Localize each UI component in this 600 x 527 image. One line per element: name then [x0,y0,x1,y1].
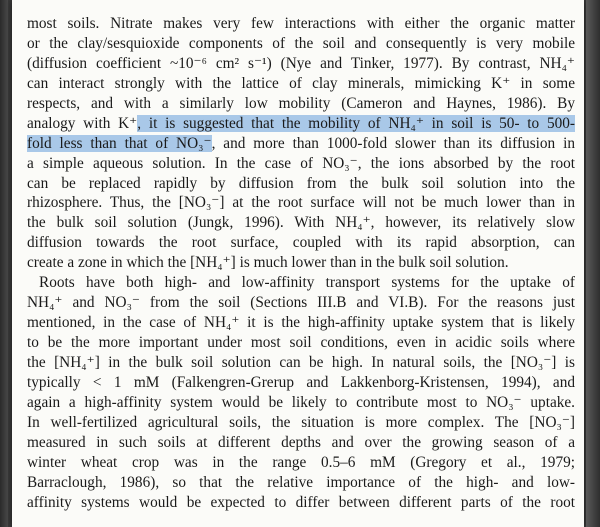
text-line: In well-fertilized agricultural soils, the situation is more complex. The [NO₃⁻] [27,413,575,431]
text-line: respects, and with a similarly low mobility (Cameron and Haynes, 1986). By [27,94,575,112]
text-line: the bulk soil solution (Jungk, 1996). With NH₄⁺, however, its relatively slow [27,214,575,232]
text-line: affinity systems would be expected to differ between different parts of the root [27,493,575,511]
text-line-highlighted[interactable] [27,114,575,134]
text-line: create a zone in which the [NH₄⁺] is much lower than in the bulk soil solution. [27,254,509,272]
text-line: to be the more important under most soil conditions, even in acidic soils where [27,334,575,351]
text-line: Roots have both high- and low-affinity transport systems for the uptake of [39,274,575,292]
text-highlight[interactable]: , it is suggested that the mobility of NH₄⁺ in soil is 50- to 500- [137,114,576,132]
text-line: mentioned, in the case of NH₄⁺ it is the high-affinity uptake system that is likely [27,314,575,332]
text-line: can be replaced rapidly by diffusion from the bulk soil solution into the [27,174,575,192]
page-shadow-left [0,0,8,527]
text-segment: , and more than 1000-fold slower than its diffusion in [211,134,575,152]
text-line: the [NH₄⁺] in the bulk soil solution can be high. In natural soils, the [NO₃⁻] is [27,353,575,371]
text-line: winter wheat crop was in the range 0.5–6 mM (Gregory et al., 1979; [27,453,575,471]
text-line: (diffusion coefficient ~10⁻⁶ cm² s⁻¹) (Nye and Tinker, 1977). By contrast, NH₄⁺ [27,54,575,72]
text-line: most soils. Nitrate makes very few interactions with either the organic matter [27,15,575,32]
text-line: again a high-affinity system would be likely to contribute most to NO₃⁻ uptake. [27,393,575,411]
page-shadow-right [586,0,600,527]
text-line: NH₄⁺ and NO₃⁻ from the soil (Sections III.B and VI.B). For the reasons just [27,294,575,312]
text-line: can interact strongly with the lattice of clay minerals, mimicking K⁺ in some [27,74,575,92]
text-line: rhizosphere. Thus, the [NO₃⁻] at the root surface will not be much lower than in [27,194,575,212]
text-line-highlighted[interactable] [27,134,575,154]
page-text [27,14,575,512]
text-line: typically < 1 mM (Falkengren-Grerup and Lakkenborg-Kristensen, 1994), and [27,373,575,391]
text-highlight[interactable]: fold less than that of NO₃⁻ [27,134,212,152]
text-line: or the clay/sesquioxide components of the soil and consequently is very mobile [27,34,575,52]
text-line: measured in such soils at different depths and over the growing season of a [27,433,575,451]
document-page [12,0,584,527]
text-line: a simple aqueous solution. In the case of NO₃⁻, the ions absorbed by the root [27,154,575,172]
text-line: Barraclough, 1986), so that the relative importance of the high- and low- [27,473,575,491]
text-line: diffusion towards the root surface, coupled with its rapid absorption, can [27,234,575,252]
text-segment: analogy with K⁺ [27,114,138,132]
